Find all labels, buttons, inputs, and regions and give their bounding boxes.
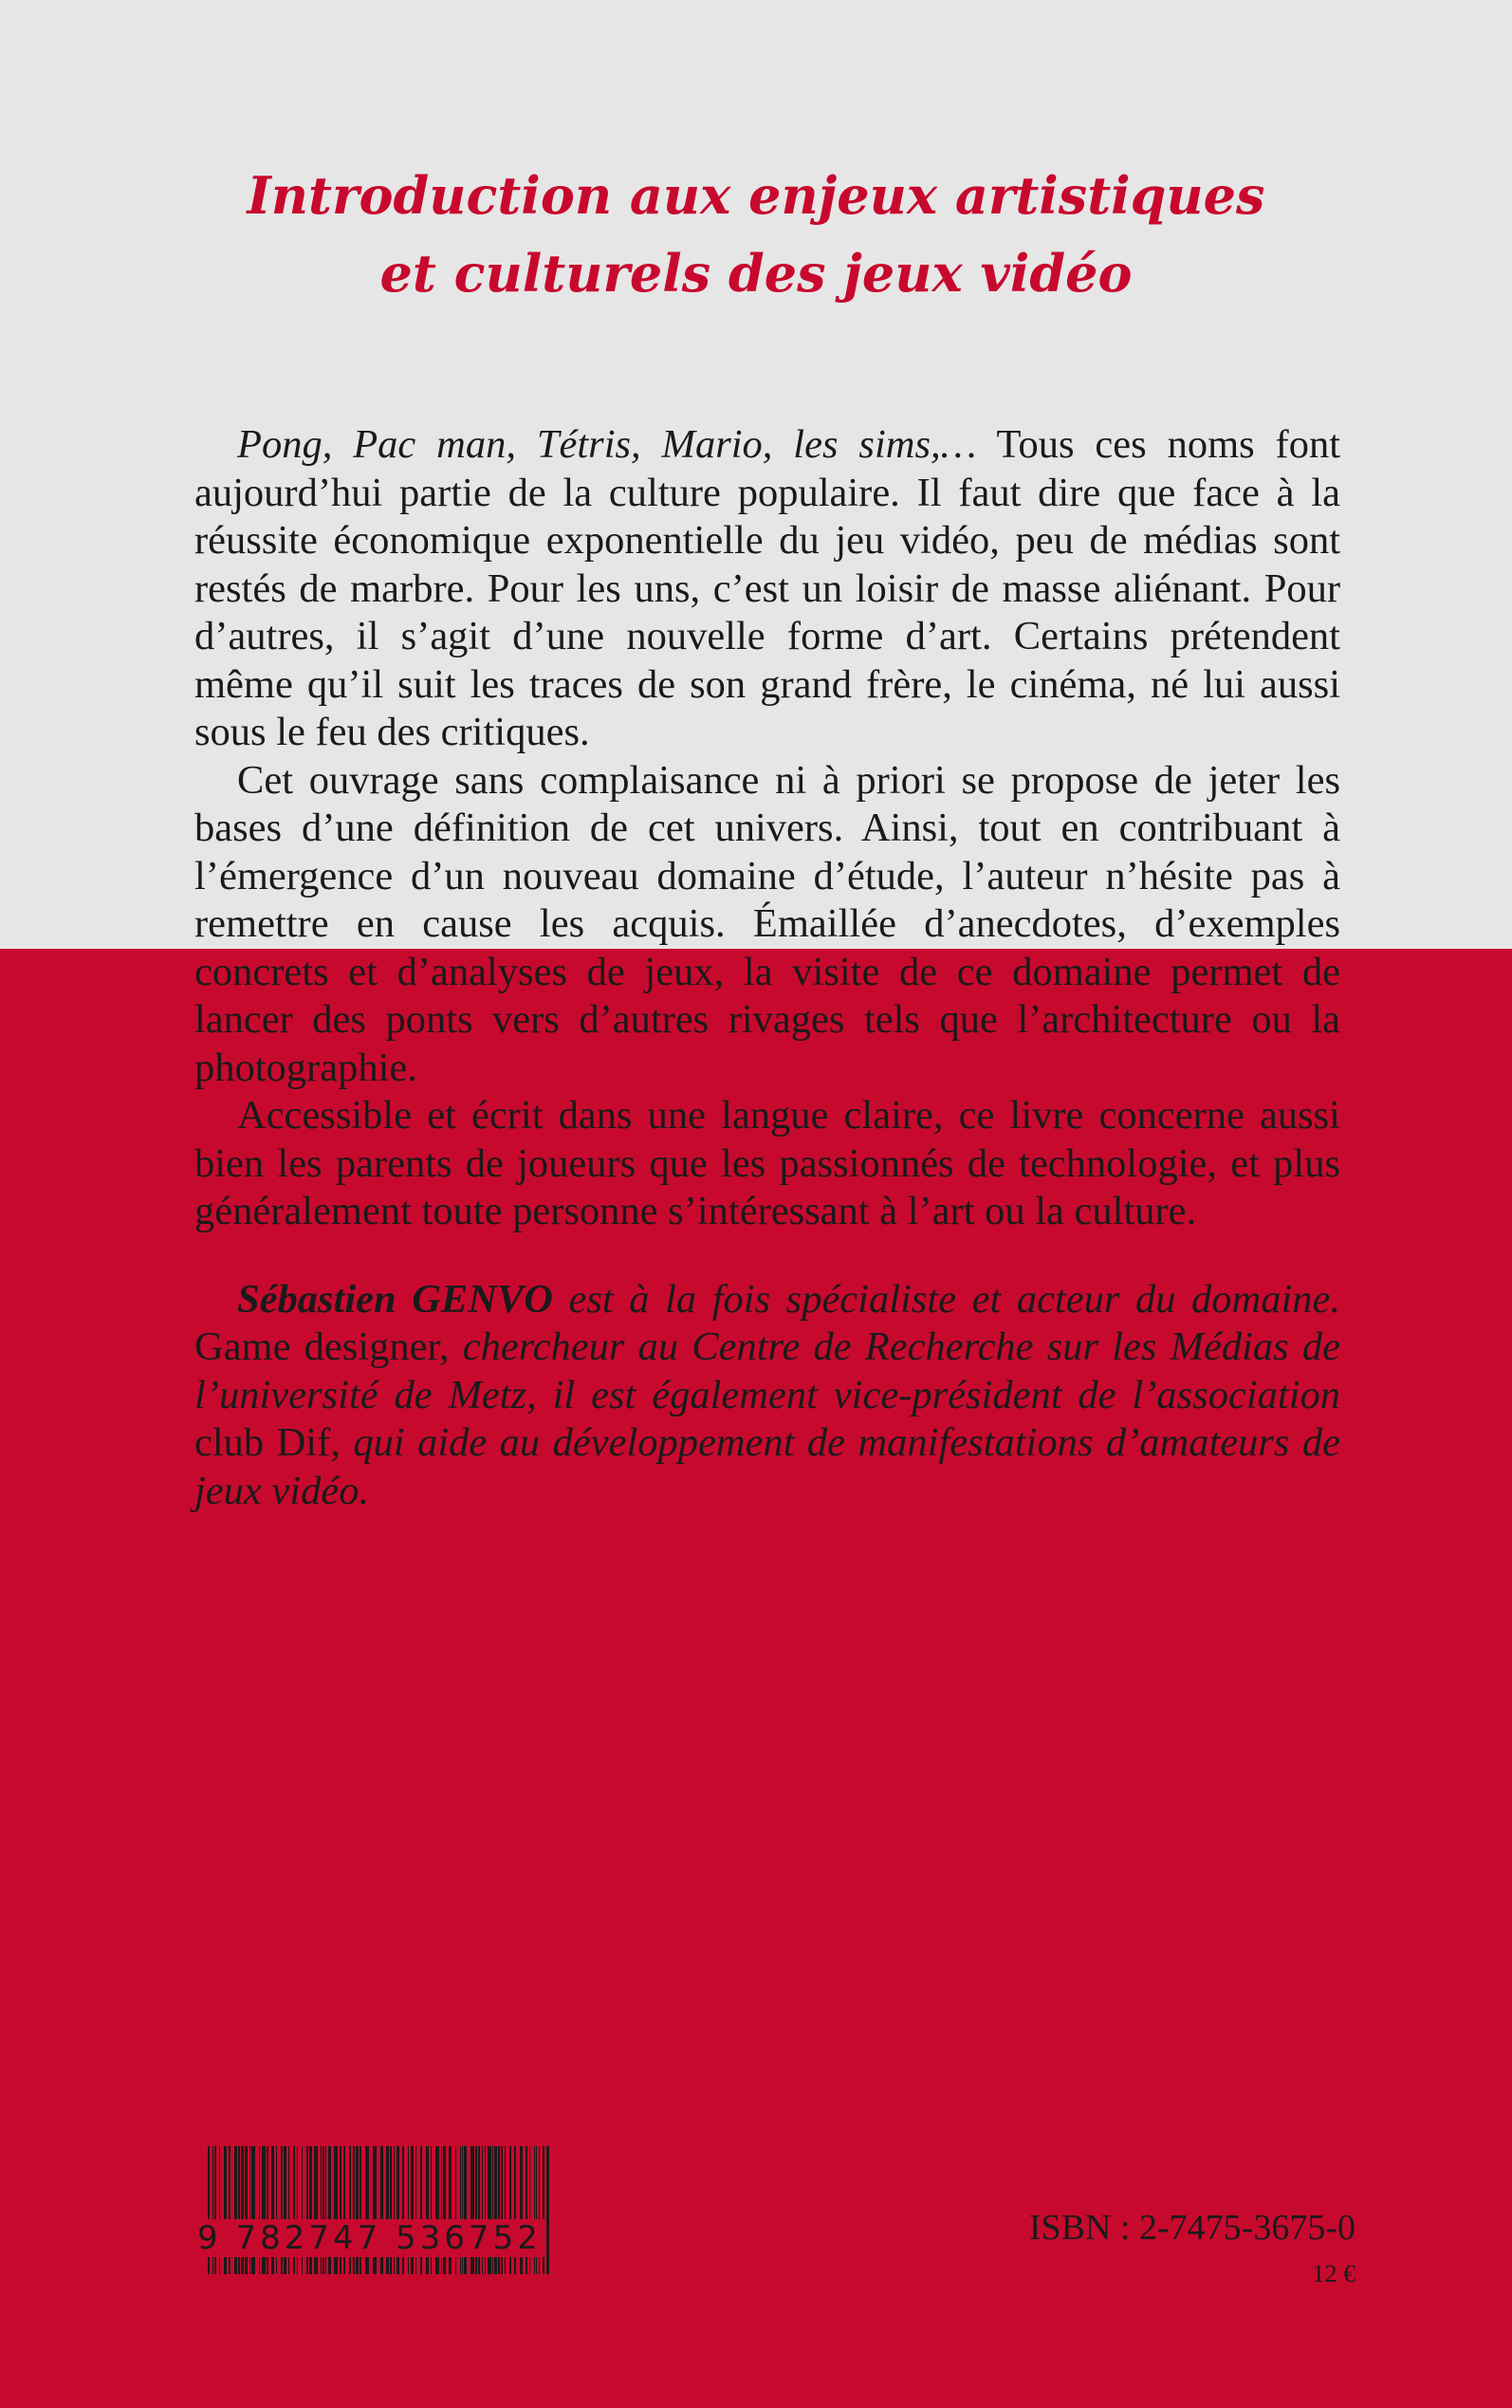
price: 12 € (1312, 2260, 1355, 2288)
book-title-line-1: Introduction aux enjeux artistiques (247, 165, 1265, 226)
author-bio-part-4: club Dif, (194, 1420, 341, 1465)
barcode-digits-text: 9 782747 536752 (194, 2219, 544, 2257)
author-bio-part-1: est à la fois spécialiste et acteur du domaine. (552, 1276, 1340, 1322)
paragraph-intro (194, 421, 1340, 757)
author-bio-part-5: qui aide au développement de manifestations d’amateurs de jeux vidéo. (194, 1420, 1340, 1513)
barcode-digits (194, 2214, 555, 2262)
game-names-italic: Pong, Pac man, Tétris, Mario, les sims,… (237, 422, 977, 467)
back-cover-text (194, 421, 1340, 1515)
paragraph-work: Cet ouvrage sans complaisance ni à priori se propose de jeter les bases d’une définition de cet univers. Ainsi, tout en contribuant à l’émergence d’un nouveau domaine d’étude, l’auteur n’hésite pas à remettre en cause les acquis. Émaillée d’anecdotes, d’exemples concrets et d’analyses de jeux, la visite de ce domaine permet de lancer des ponts vers d’autres rivages tels que l’architecture ou la photographie. (194, 757, 1340, 1090)
author-bio-part-2: Game designer, (194, 1324, 450, 1369)
author-name: Sébastien GENVO (237, 1276, 553, 1322)
paragraph-audience: Accessible et écrit dans une langue claire, ce livre concerne aussi bien les parents de joueurs que les passionnés de technologie, et plus généralement toute personne s’intéressant à l’art ou la culture. (194, 1093, 1340, 1233)
book-title-line-2: et culturels des jeux vidéo (379, 243, 1133, 304)
book-title (0, 157, 1512, 312)
author-bio (194, 1276, 1340, 1516)
isbn: ISBN : 2-7475-3675-0 (1028, 2208, 1355, 2248)
author-bio-part-3: chercheur au Centre de Recherche sur les Médias de l’université de Metz, il est également vice-président de l’association (194, 1324, 1340, 1417)
paragraph-intro-text: Tous ces noms font aujourd’hui partie de la culture populaire. Il faut dire que face à la réussite économique exponentielle du jeu vidéo, peu de médias sont restés de marbre. Pour les uns, c’est un loisir de masse aliénant. Pour d’autres, il s’agit d’une nouvelle forme d’art. Certains prétendent même qu’il suit les traces de son grand frère, le cinéma, né lui aussi sous le feu des critiques. (194, 422, 1341, 754)
